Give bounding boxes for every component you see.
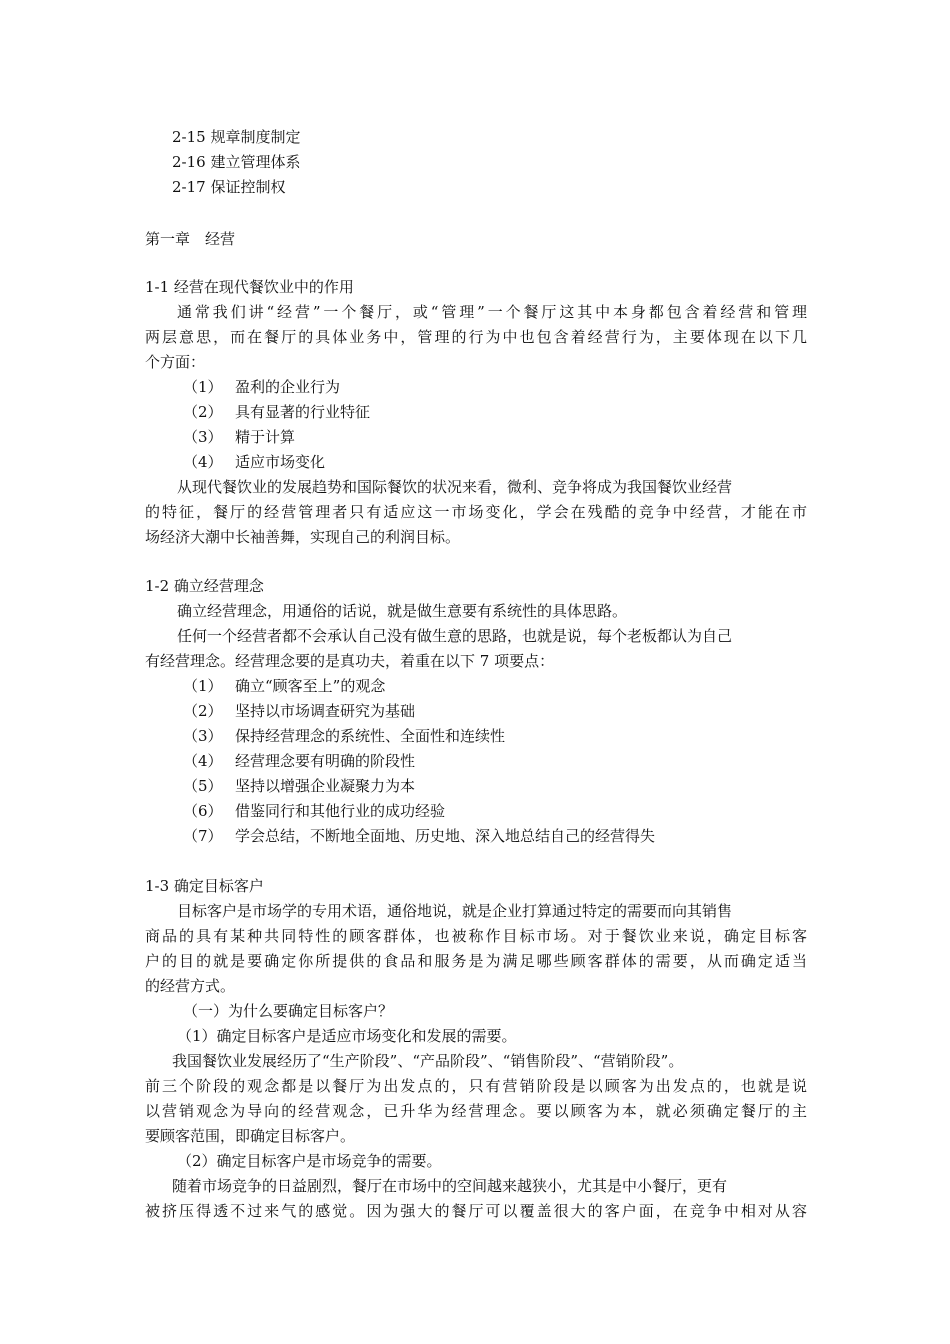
- list-number: （3）: [183, 727, 223, 745]
- list-item: [183, 801, 445, 821]
- list-item: [183, 676, 385, 696]
- list-number: （6）: [183, 802, 223, 820]
- paragraph-line: 通常我们讲“经营”一个餐厅，或“管理”一个餐厅这其中本身都包含着经营和管理: [177, 303, 807, 321]
- list-item: [183, 402, 370, 422]
- chapter-title: 第一章 经营: [145, 230, 236, 248]
- list-number: （3）: [183, 428, 223, 446]
- list-item: [183, 701, 415, 721]
- subsection-reason: （1）确定目标客户是适应市场变化和发展的需要。: [177, 1027, 517, 1045]
- subsection-reason: （2）确定目标客户是市场竞争的需要。: [177, 1152, 442, 1170]
- paragraph-line: 前三个阶段的观念都是以餐厅为出发点的，只有营销阶段是以顾客为出发点的，也就是说: [145, 1077, 807, 1095]
- list-number: （2）: [183, 702, 223, 720]
- paragraph-line: 要顾客范围，即确定目标客户。: [145, 1127, 356, 1145]
- list-number: （5）: [183, 777, 223, 795]
- paragraph-line: 目标客户是市场学的专用术语，通俗地说，就是企业打算通过特定的需要而向其销售: [177, 902, 733, 920]
- paragraph-line: 场经济大潮中长袖善舞，实现自己的利润目标。: [145, 528, 461, 546]
- paragraph-line: 任何一个经营者都不会承认自己没有做生意的思路，也就是说，每个老板都认为自己: [177, 627, 733, 645]
- list-item: [183, 751, 415, 771]
- paragraph-line: 我国餐饮业发展经历了“生产阶段”、“产品阶段”、“销售阶段”、“营销阶段”。: [172, 1052, 684, 1070]
- subsection-question: （一）为什么要确定目标客户？: [183, 1002, 394, 1020]
- list-item: [183, 377, 340, 397]
- list-item: [183, 726, 505, 746]
- paragraph-line: 被挤压得透不过来气的感觉。因为强大的餐厅可以覆盖很大的客户面，在竞争中相对从容: [145, 1202, 807, 1220]
- list-text: 适应市场变化: [235, 453, 326, 471]
- list-text: 经营理念要有明确的阶段性: [235, 752, 416, 770]
- paragraph-line: 有经营理念。经营理念要的是真功夫，着重在以下 7 项要点：: [145, 652, 555, 670]
- list-text: 保持经营理念的系统性、全面性和连续性: [235, 727, 506, 745]
- list-text: 学会总结，不断地全面地、历史地、深入地总结自己的经营得失: [235, 827, 656, 845]
- list-text: 坚持以增强企业凝聚力为本: [235, 777, 416, 795]
- paragraph-line: 两层意思，而在餐厅的具体业务中，管理的行为中也包含着经营行为，主要体现在以下几: [145, 328, 807, 346]
- paragraph-line: 个方面：: [145, 353, 206, 371]
- list-text: 精于计算: [235, 428, 296, 446]
- section-heading: 1-3 确定目标客户: [145, 877, 264, 895]
- list-number: （7）: [183, 827, 223, 845]
- list-number: （4）: [183, 453, 223, 471]
- list-text: 具有显著的行业特征: [235, 403, 371, 421]
- list-number: （1）: [183, 378, 223, 396]
- list-text: 盈利的企业行为: [235, 378, 341, 396]
- list-number: （1）: [183, 677, 223, 695]
- list-item: [183, 427, 295, 447]
- paragraph-line: 商品的具有某种共同特性的顾客群体，也被称作目标市场。对于餐饮业来说，确定目标客: [145, 927, 807, 945]
- toc-item: 2-15 规章制度制定: [172, 128, 301, 146]
- list-number: （4）: [183, 752, 223, 770]
- paragraph-line: 的特征，餐厅的经营管理者只有适应这一市场变化，学会在残酷的竞争中经营，才能在市: [145, 503, 807, 521]
- section-heading: 1-1 经营在现代餐饮业中的作用: [145, 278, 354, 296]
- list-item: [183, 826, 655, 846]
- list-item: [183, 452, 325, 472]
- list-text: 确立“顾客至上”的观念: [235, 677, 386, 695]
- paragraph-line: 确立经营理念，用通俗的话说，就是做生意要有系统性的具体思路。: [177, 602, 628, 620]
- paragraph-line: 户的目的就是要确定你所提供的食品和服务是为满足哪些顾客群体的需要，从而确定适当: [145, 952, 807, 970]
- list-text: 借鉴同行和其他行业的成功经验: [235, 802, 446, 820]
- list-item: [183, 776, 415, 796]
- section-heading: 1-2 确立经营理念: [145, 577, 264, 595]
- toc-item: 2-16 建立管理体系: [172, 153, 301, 171]
- paragraph-line: 从现代餐饮业的发展趋势和国际餐饮的状况来看，微利、竞争将成为我国餐饮业经营: [177, 478, 733, 496]
- paragraph-line: 以营销观念为导向的经营观念，已升华为经营理念。要以顾客为本，就必须确定餐厅的主: [145, 1102, 807, 1120]
- toc-item: 2-17 保证控制权: [172, 178, 286, 196]
- list-text: 坚持以市场调查研究为基础: [235, 702, 416, 720]
- paragraph-line: 随着市场竞争的日益剧烈，餐厅在市场中的空间越来越狭小，尤其是中小餐厅，更有: [172, 1177, 728, 1195]
- paragraph-line: 的经营方式。: [145, 977, 236, 995]
- list-number: （2）: [183, 403, 223, 421]
